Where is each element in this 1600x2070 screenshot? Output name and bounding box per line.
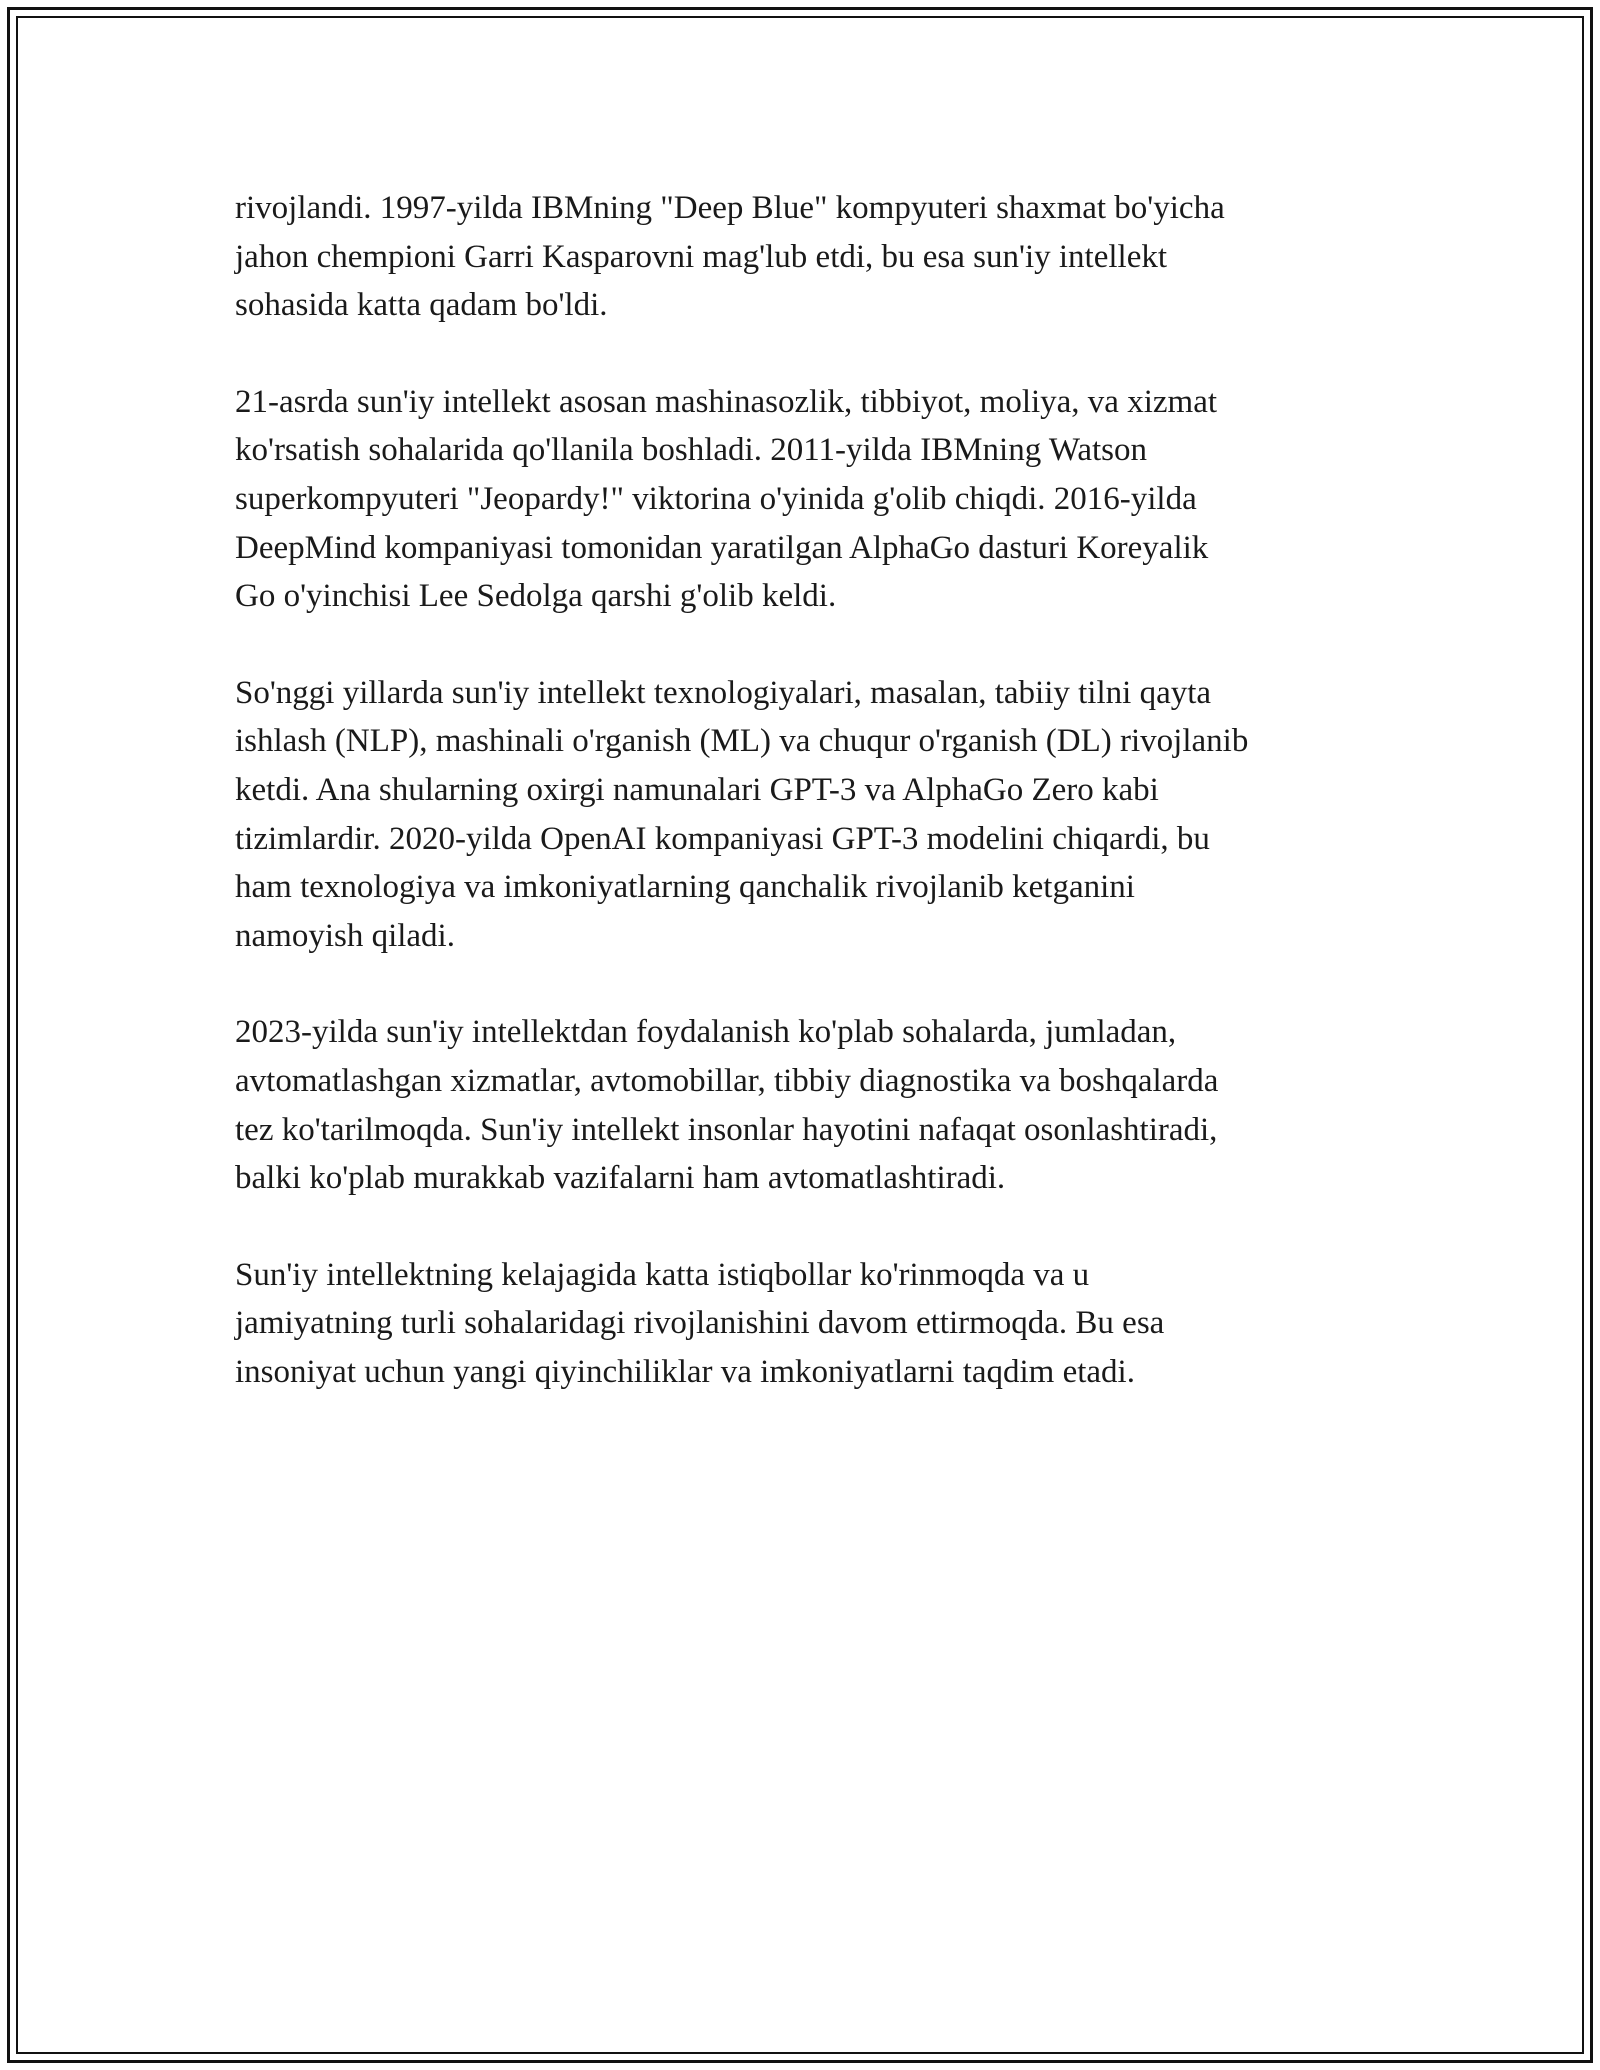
paragraph-2023: 2023-yilda sun'iy intellektdan foydalanish ko'plab sohalarda, jumladan, avtomatlashgan xizmatlar, avtomobillar, tibbiy diagnostika va boshqalarda tez ko'tarilmoqda. Sun'iy intellekt insonlar hayotini nafaqat osonlashtiradi, balki ko'plab murakkab vazifalarni ham avtomatlashtiradi.: [235, 1014, 1219, 1197]
paragraph-continued-history: rivojlandi. 1997-yilda IBMning "Deep Blue" kompyuteri shaxmat bo'yicha jahon chempioni Garri Kasparovni mag'lub etdi, bu esa sun'iy intellekt sohasida katta qadam bo'ldi.: [235, 190, 1225, 324]
paragraph-recent-years: So'nggi yillarda sun'iy intellekt texnologiyalari, masalan, tabiiy tilni qayta ishlash (NLP), mashinali o'rganish (ML) va chuqur o'rganish (DL) rivojlanib ketdi. Ana shularning oxirgi namunalari GPT-3 va AlphaGo Zero kabi tizimlardir. 2020-yilda OpenAI kompaniyasi GPT-3 modelini chiqardi, bu ham texnologiya va imkoniyatlarning qanchalik rivojlanib ketganini namoyish qiladi.: [235, 674, 1249, 954]
document-body: [235, 184, 1375, 1444]
paragraph-future: Sun'iy intellektning kelajagida katta istiqbollar ko'rinmoqda va u jamiyatning turli sohalaridagi rivojlanishini davom ettirmoqda. Bu esa insoniyat uchun yangi qiyinchiliklar va imkoniyatlarni taqdim etadi.: [235, 1256, 1165, 1390]
paragraph-21st-century: 21-asrda sun'iy intellekt asosan mashinasozlik, tibbiyot, moliya, va xizmat ko'rsatish sohalarida qo'llanila boshladi. 2011-yilda IBMning Watson superkompyuteri "Jeopardy!" viktorina o'yinida g'olib chiqdi. 2016-yilda DeepMind kompaniyasi tomonidan yaratilgan AlphaGo dasturi Koreyalik Go o'yinchisi Lee Sedolga qarshi g'olib keldi.: [235, 383, 1218, 615]
